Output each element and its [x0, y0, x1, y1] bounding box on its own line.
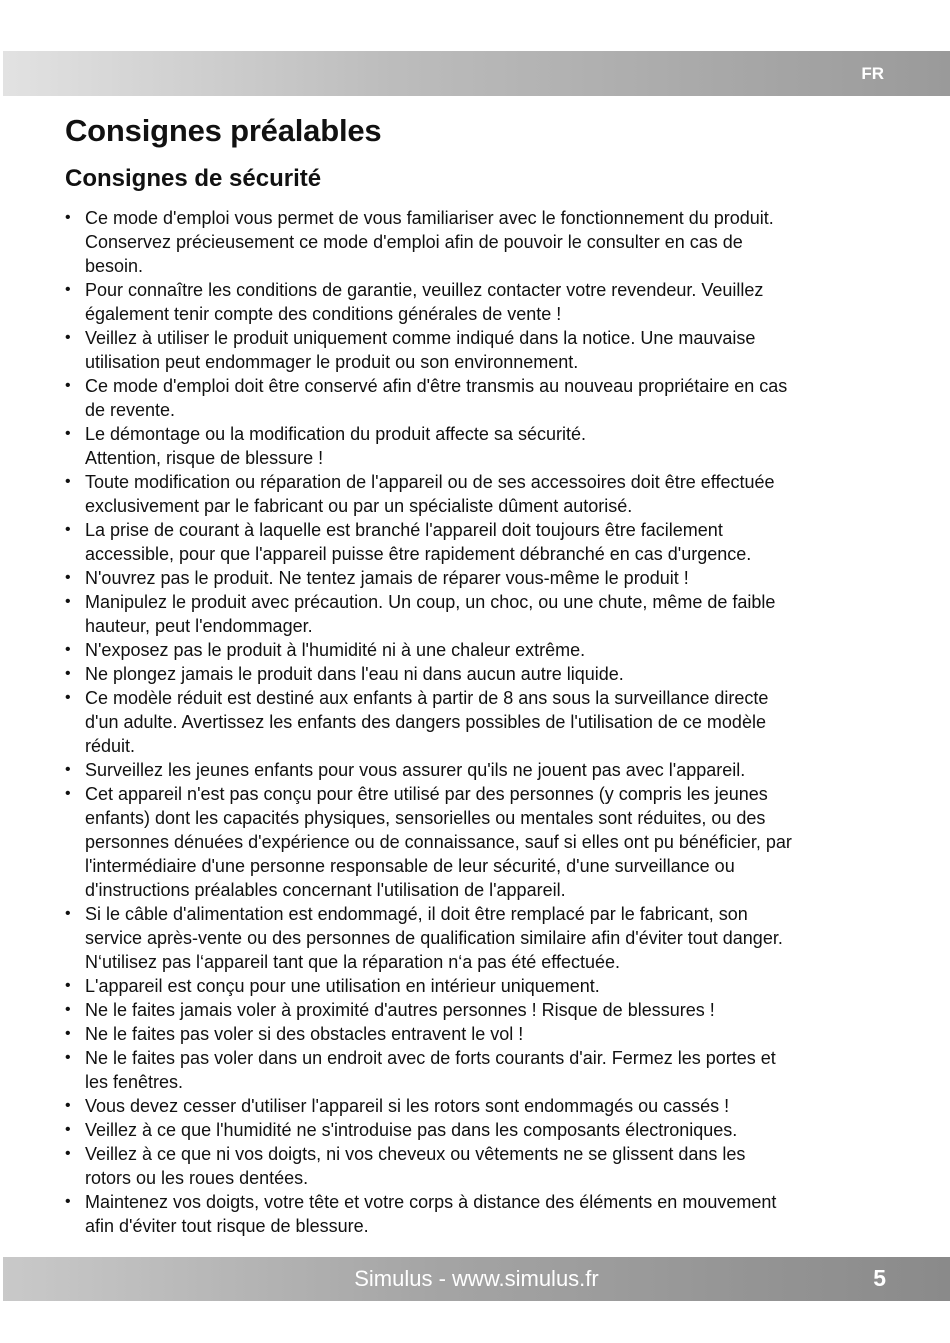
list-item-text: La prise de courant à laquelle est branché l'appareil doit toujours être facilement accessible, pour que l'appareil puisse être rapidement débranché en cas d'urgence.: [85, 520, 752, 564]
section-heading: Consignes de sécurité: [65, 165, 322, 192]
page-title: Consignes préalables: [65, 113, 382, 148]
list-item: [65, 1118, 895, 1142]
list-item: [65, 1142, 895, 1190]
list-item: [65, 998, 895, 1022]
list-item: [65, 902, 895, 974]
footer-website: Simulus - www.simulus.fr: [354, 1266, 599, 1291]
list-item-text: Maintenez vos doigts, votre tête et votre corps à distance des éléments en mouvement afin d'éviter tout risque de blessure.: [85, 1192, 777, 1236]
bullet-icon: •: [65, 905, 71, 922]
list-item: [65, 1022, 895, 1046]
bullet-icon: •: [65, 689, 71, 706]
list-item: [65, 974, 895, 998]
list-item-text: Vous devez cesser d'utiliser l'appareil si les rotors sont endommagés ou cassés !: [85, 1096, 730, 1116]
bullet-icon: •: [65, 665, 71, 682]
list-item-text: Ne le faites jamais voler à proximité d'autres personnes ! Risque de blessures !: [85, 1000, 715, 1020]
bullet-icon: •: [65, 593, 71, 610]
list-item-text: N'exposez pas le produit à l'humidité ni à une chaleur extrême.: [85, 640, 586, 660]
bullet-icon: •: [65, 1145, 71, 1162]
list-item: [65, 278, 895, 326]
safety-instructions-list: [65, 206, 895, 1238]
list-item-text: Manipulez le produit avec précaution. Un coup, un choc, ou une chute, même de faible hauteur, peut l'endommager.: [85, 592, 776, 636]
list-item: [65, 518, 895, 566]
bullet-icon: •: [65, 1121, 71, 1138]
bullet-icon: •: [65, 641, 71, 658]
list-item: [65, 470, 895, 518]
list-item: [65, 686, 895, 758]
bullet-icon: •: [65, 1049, 71, 1066]
bullet-icon: •: [65, 569, 71, 586]
bullet-icon: •: [65, 329, 71, 346]
list-item-text: Si le câble d'alimentation est endommagé, il doit être remplacé par le fabricant, son service après-vente ou des personnes de qualification similaire afin d'éviter tout danger. N‘utilisez pas l‘appareil tant que la réparation n‘a pas été effectuée.: [85, 904, 783, 972]
header-bar: [3, 51, 950, 96]
bullet-icon: •: [65, 1025, 71, 1042]
list-item-text: Veillez à ce que ni vos doigts, ni vos cheveux ou vêtements ne se glissent dans les rotors ou les roues dentées.: [85, 1144, 746, 1188]
list-item-text: Ce mode d'emploi vous permet de vous familiariser avec le fonctionnement du produit. Conservez précieusement ce mode d'emploi afin de pouvoir le consulter en cas de besoin.: [85, 208, 774, 276]
list-item-text: Veillez à utiliser le produit uniquement comme indiqué dans la notice. Une mauvaise utilisation peut endommager le produit ou son environnement.: [85, 328, 756, 372]
bullet-icon: •: [65, 425, 71, 442]
bullet-icon: •: [65, 1097, 71, 1114]
bullet-icon: •: [65, 761, 71, 778]
list-item: [65, 326, 895, 374]
list-item-text: N'ouvrez pas le produit. Ne tentez jamais de réparer vous-même le produit !: [85, 568, 689, 588]
bullet-icon: •: [65, 785, 71, 802]
list-item: [65, 1046, 895, 1094]
bullet-icon: •: [65, 281, 71, 298]
list-item: [65, 374, 895, 422]
list-item: [65, 782, 895, 902]
list-item-text: Ce mode d'emploi doit être conservé afin d'être transmis au nouveau propriétaire en cas de revente.: [85, 376, 788, 420]
list-item-text: Ne plongez jamais le produit dans l'eau ni dans aucun autre liquide.: [85, 664, 624, 684]
list-item-text: Ce modèle réduit est destiné aux enfants à partir de 8 ans sous la surveillance directe d'un adulte. Avertissez les enfants des dangers possibles de l'utilisation de ce modèle réduit.: [85, 688, 769, 756]
footer-bar: [3, 1257, 950, 1301]
list-item-text: Veillez à ce que l'humidité ne s'introduise pas dans les composants électroniques.: [85, 1120, 738, 1140]
language-label: FR: [861, 64, 884, 83]
bullet-icon: •: [65, 521, 71, 538]
bullet-icon: •: [65, 473, 71, 490]
list-item-text: Pour connaître les conditions de garantie, veuillez contacter votre revendeur. Veuillez également tenir compte des conditions générales de vente !: [85, 280, 764, 324]
list-item-text: Le démontage ou la modification du produit affecte sa sécurité. Attention, risque de blessure !: [85, 424, 586, 468]
bullet-icon: •: [65, 1193, 71, 1210]
list-item-text: Cet appareil n'est pas conçu pour être utilisé par des personnes (y compris les jeunes enfants) dont les capacités physiques, sensorielles ou mentales sont réduites, ou des personnes dénuées d'expérience ou de connaissance, sauf si elles ont pu bénéficier, par l'intermédiaire d'une personne responsable de leur sécurité, d'une surveillance ou d'instructions préalables concernant l'utilisation de l'appareil.: [85, 784, 792, 900]
list-item: [65, 206, 895, 278]
list-item-text: Ne le faites pas voler si des obstacles entravent le vol !: [85, 1024, 524, 1044]
bullet-icon: •: [65, 1001, 71, 1018]
bullet-icon: •: [65, 377, 71, 394]
list-item: [65, 1094, 895, 1118]
list-item: [65, 1190, 895, 1238]
list-item: [65, 758, 895, 782]
list-item-text: Ne le faites pas voler dans un endroit avec de forts courants d'air. Fermez les portes et les fenêtres.: [85, 1048, 776, 1092]
bullet-icon: •: [65, 209, 71, 226]
list-item: [65, 422, 895, 470]
list-item: [65, 590, 895, 638]
list-item: [65, 566, 895, 590]
list-item-text: Surveillez les jeunes enfants pour vous assurer qu'ils ne jouent pas avec l'appareil.: [85, 760, 746, 780]
list-item-text: L'appareil est conçu pour une utilisation en intérieur uniquement.: [85, 976, 600, 996]
list-item: [65, 662, 895, 686]
list-item: [65, 638, 895, 662]
list-item-text: Toute modification ou réparation de l'appareil ou de ses accessoires doit être effectuée exclusivement par le fabricant ou par un spécialiste dûment autorisé.: [85, 472, 775, 516]
bullet-icon: •: [65, 977, 71, 994]
page-number: 5: [873, 1265, 886, 1291]
